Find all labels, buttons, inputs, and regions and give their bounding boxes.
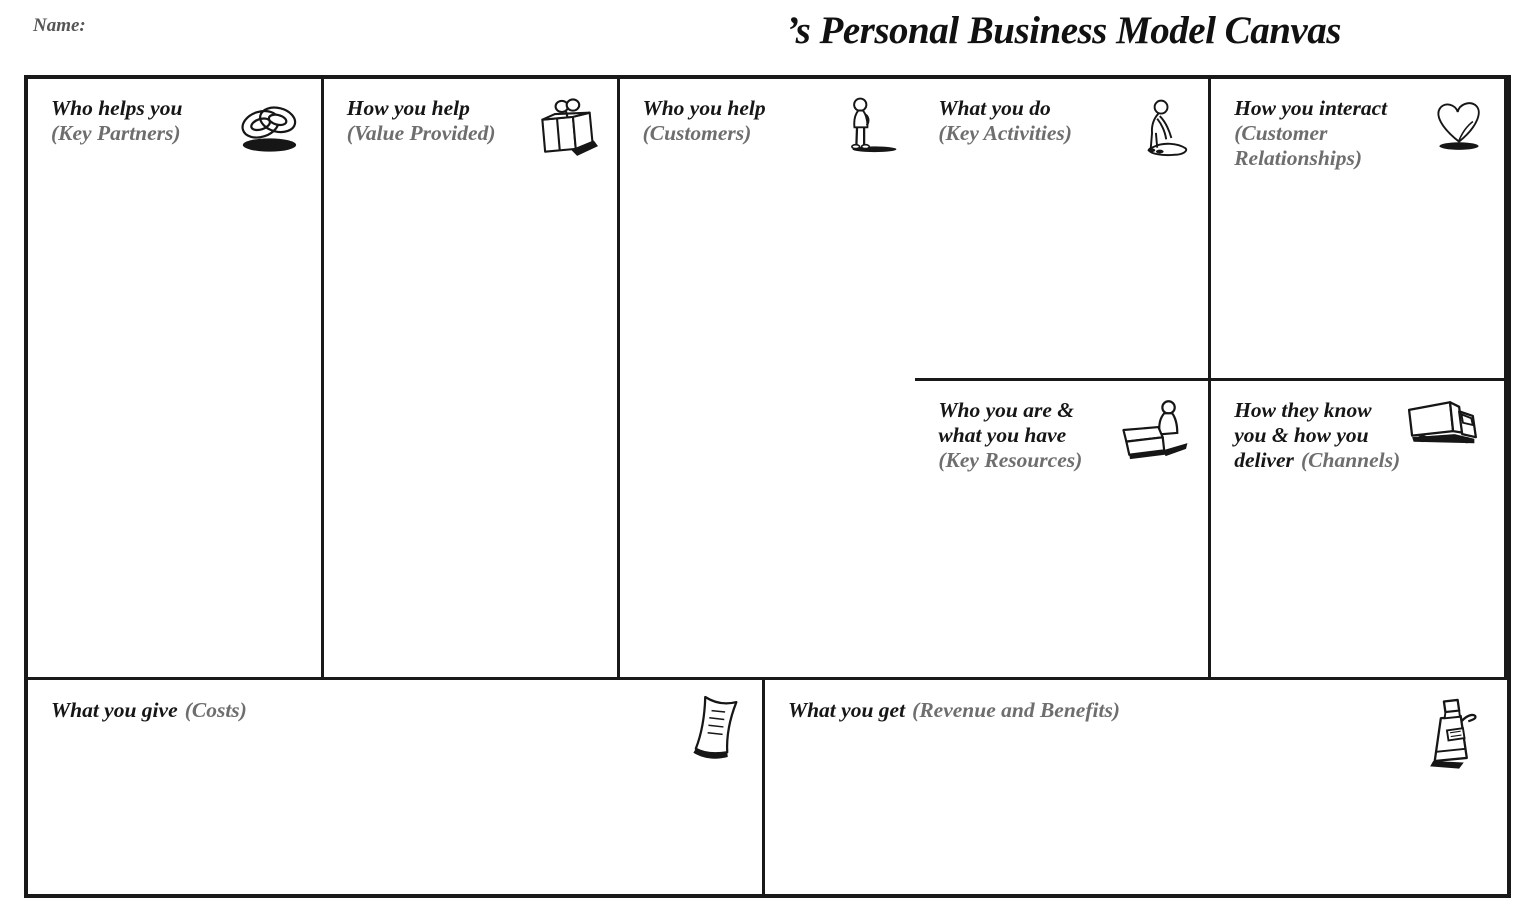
cell-title: Who you help <box>642 96 766 120</box>
cell-head <box>643 96 900 156</box>
cell-title-line: How they know <box>1234 398 1372 422</box>
cell-title: What you do <box>938 96 1051 120</box>
cell-title: What you give <box>51 698 178 722</box>
cell-head-text <box>938 398 1082 473</box>
cell-head-text <box>938 96 1072 146</box>
cell-head <box>788 692 1491 772</box>
cell-head <box>347 96 601 160</box>
name-label: Name: <box>33 15 86 36</box>
heart-icon <box>1430 96 1488 152</box>
cell-subtitle: (Key Partners) <box>51 120 181 145</box>
cash-register-icon <box>1421 692 1479 772</box>
cell-subtitle: (Revenue and Benefits) <box>912 698 1120 722</box>
cell-value-provided <box>324 79 620 677</box>
cell-head-text <box>1234 96 1387 171</box>
cell-head-text <box>51 96 182 146</box>
cell-key-activities <box>915 79 1211 378</box>
cell-customers <box>620 79 916 677</box>
cell-revenue <box>765 680 1507 894</box>
cell-costs <box>28 680 765 894</box>
canvas-grid <box>24 75 1511 898</box>
cell-key-resources <box>915 378 1211 677</box>
cell-title: What you get <box>787 698 906 722</box>
cell-subtitle-line: Relationships) <box>1234 145 1363 170</box>
cell-head <box>938 398 1192 473</box>
receipt-icon <box>682 692 746 764</box>
person-working-icon <box>1134 96 1192 162</box>
person-box-icon <box>1116 398 1192 462</box>
cell-title-line: what you have <box>938 422 1067 447</box>
cell-head-text <box>51 692 247 724</box>
cell-customer-relationships <box>1211 79 1507 378</box>
cell-title-line: Who you are & <box>938 398 1074 422</box>
cell-head <box>51 96 305 154</box>
rings-icon <box>231 96 305 154</box>
cell-title-line: you & how you <box>1234 422 1369 447</box>
canvas-main-grid <box>28 79 1507 677</box>
cell-head <box>51 692 746 764</box>
cell-head-text <box>788 692 1120 724</box>
page-title: ’s Personal Business Model Canvas <box>786 9 1341 52</box>
person-standing-icon <box>837 96 899 156</box>
cell-channels <box>1211 378 1507 677</box>
canvas-bottom-row <box>28 677 1507 894</box>
cell-subtitle-line: (Customer <box>1234 120 1328 145</box>
cell-title-word: deliver <box>1234 447 1294 472</box>
cell-head <box>1234 96 1488 171</box>
cell-subtitle: (Customers) <box>642 120 752 145</box>
cell-head-text <box>643 96 766 146</box>
cell-subtitle: (Channels) <box>1300 447 1401 472</box>
cell-subtitle: (Key Activities) <box>938 120 1072 145</box>
cell-title-line <box>1234 448 1439 473</box>
cell-title: Who helps you <box>51 96 183 120</box>
gift-icon <box>531 96 601 160</box>
truck-icon <box>1403 393 1488 451</box>
cell-title: How you help <box>346 96 470 120</box>
cell-head <box>938 96 1192 162</box>
cell-head-text <box>347 96 496 146</box>
cell-key-partners <box>28 79 324 677</box>
cell-subtitle: (Value Provided) <box>346 120 496 145</box>
cell-subtitle: (Key Resources) <box>938 447 1083 472</box>
cell-subtitle: (Costs) <box>184 698 247 722</box>
cell-title: How you interact <box>1234 96 1388 120</box>
